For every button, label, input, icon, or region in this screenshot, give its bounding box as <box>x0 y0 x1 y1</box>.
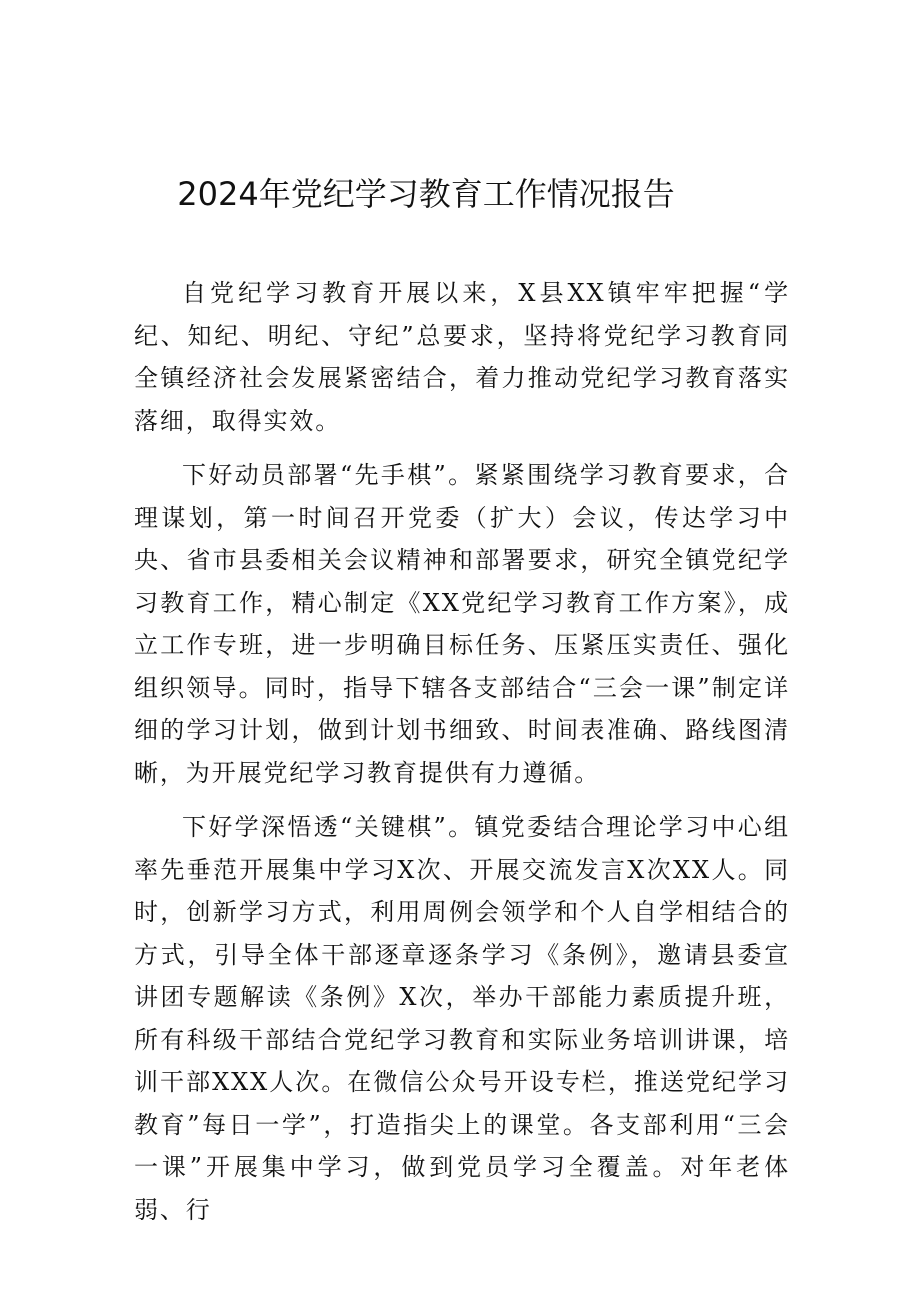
paragraph-study: 下好学深悟透“关键棋”。镇党委结合理论学习中心组率先垂范开展集中学习X次、开展交流发言X次XX人。同时，创新学习方式，利用周例会领学和个人自学相结合的方式，引导全体干部逐章逐条学习《条例》，邀请县委宣讲团专题解读《条例》X次，举办干部能力素质提升班，所有科级干部结合党纪学习教育和实际业务培训讲课，培训干部XXX人次。在微信公众号开设专栏，推送党纪学习教育”每日一学”，打造指尖上的课堂。各支部利用“三会一课”开展集中学习，做到党员学习全覆盖。对年老体弱、行 <box>134 813 790 1224</box>
paragraph-mobilization: 下好动员部署“先手棋”。紧紧围绕学习教育要求，合理谋划，第一时间召开党委（扩大）会议，传达学习中央、省市县委相关会议精神和部署要求，研究全镇党纪学习教育工作，精心制定《XX党纪学习教育工作方案》，成立工作专班，进一步明确目标任务、压紧压实责任、强化组织领导。同时，指导下辖各支部结合“三会一课”制定详细的学习计划，做到计划书细致、时间表准确、路线图清晰，为开展党纪学习教育提供有力遵循。 <box>134 461 790 787</box>
paragraph-intro: 自党纪学习教育开展以来，X县XX镇牢牢把握“学纪、知纪、明纪、守纪”总要求，坚持将党纪学习教育同全镇经济社会发展紧密结合，着力推动党纪学习教育落实落细，取得实效。 <box>134 279 790 435</box>
document-title: 2024年党纪学习教育工作情况报告 <box>177 175 675 213</box>
document-body <box>134 272 790 1231</box>
